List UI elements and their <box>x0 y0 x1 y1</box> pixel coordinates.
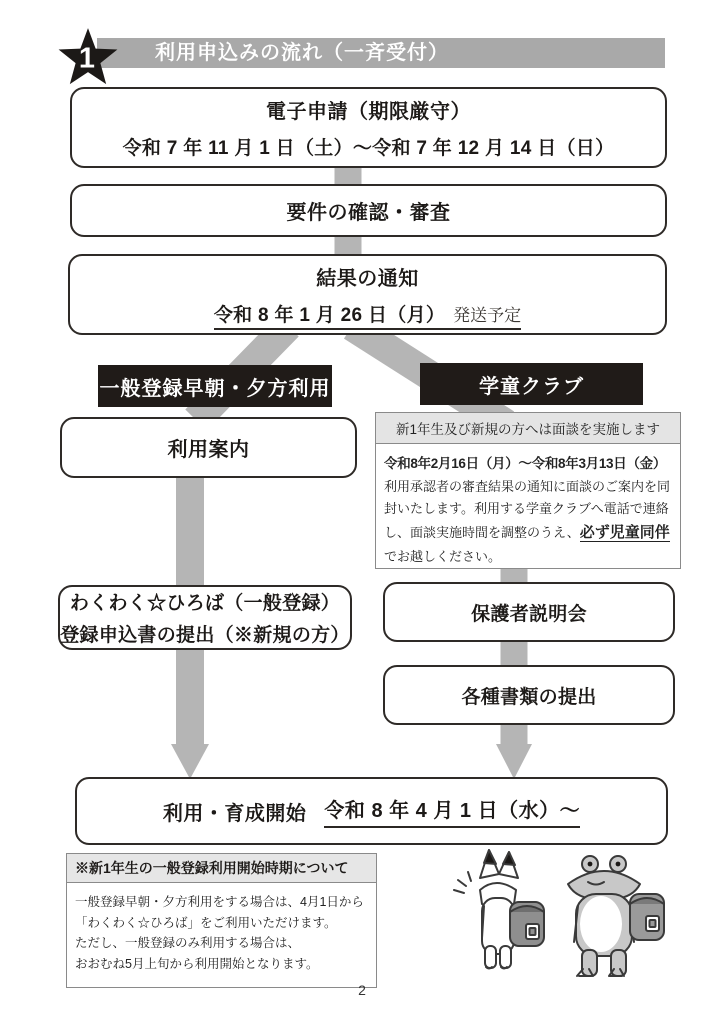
note-title: ※新1年生の一般登録利用開始時期について <box>66 853 377 883</box>
frog-icon <box>568 856 664 976</box>
start-date: 令和 8 年 4 月 1 日（水）～ <box>324 794 580 828</box>
section-title: 利用申込みの流れ（一斉受付） <box>155 42 449 64</box>
application-title: 電子申請（期限厳守） <box>266 101 471 123</box>
interview-text-pre: 利用承認者の審査結果の通知に面談のご案内を同封いたします。利用する学童クラブへ電話で連絡し、面談実施時間を調整のうえ、 <box>384 478 671 541</box>
submit-line-2: 登録申込書の提出（※新規の方） <box>60 625 350 646</box>
documents-label: 各種書類の提出 <box>461 686 597 708</box>
interview-period: 令和8年2月16日（月）～令和8年3月13日（金） <box>384 456 667 471</box>
interview-body <box>375 444 681 569</box>
result-title: 結果の通知 <box>316 268 419 290</box>
step-badge-star-icon <box>56 22 120 90</box>
box-submit <box>58 585 352 650</box>
box-guide <box>60 417 357 478</box>
result-suffix: 発送予定 <box>453 306 522 325</box>
note-line: ただし、一般登録のみ利用する場合は、 <box>75 936 301 951</box>
review-title: 要件の確認・審査 <box>286 202 451 224</box>
page-number: 2 <box>358 982 366 998</box>
section-title-banner <box>97 38 665 68</box>
branch-header-club-label: 学童クラブ <box>479 375 584 398</box>
note-line: 一般登録早朝・夕方利用をする場合は、4月1日から <box>75 895 364 909</box>
surprise-marks-icon <box>454 872 471 893</box>
meeting-label: 保護者説明会 <box>471 603 587 625</box>
rabbit-icon <box>480 850 544 969</box>
box-start <box>75 777 668 845</box>
interview-text-post: でお越しください。 <box>384 548 502 564</box>
interview-header: 新1年生及び新規の方へは面談を実施します <box>375 412 681 444</box>
start-label: 利用・育成開始 <box>162 802 307 825</box>
box-meeting <box>383 582 675 642</box>
box-application <box>70 87 667 168</box>
submit-line-1: わくわく☆ひろば（一般登録） <box>69 593 341 614</box>
branch-header-general <box>98 365 332 407</box>
box-result <box>68 254 667 335</box>
arrowhead-left <box>171 744 209 779</box>
step-number: 1 <box>78 42 96 75</box>
box-documents <box>383 665 675 725</box>
note-body <box>66 883 377 988</box>
box-review <box>70 184 667 237</box>
note-line: おおむね5月上旬から利用開始となります。 <box>75 956 319 971</box>
interview-panel <box>375 412 681 569</box>
rabbit-and-frog-illustration <box>438 846 670 992</box>
branch-header-general-label: 一般登録早朝・夕方利用 <box>99 377 331 400</box>
note-box <box>66 853 377 988</box>
arrowhead-right <box>496 744 532 779</box>
interview-text-emphasis: 必ず児童同伴 <box>579 524 670 542</box>
result-date: 令和 8 年 1 月 26 日（月） <box>213 305 446 326</box>
guide-label: 利用案内 <box>167 439 250 461</box>
application-period: 令和 7 年 11 月 1 日（土）～令和 7 年 12 月 14 日（日） <box>122 138 615 159</box>
note-line: 「わくわく☆ひろば」をご利用いただけます。 <box>75 915 337 930</box>
branch-header-club <box>420 363 643 405</box>
